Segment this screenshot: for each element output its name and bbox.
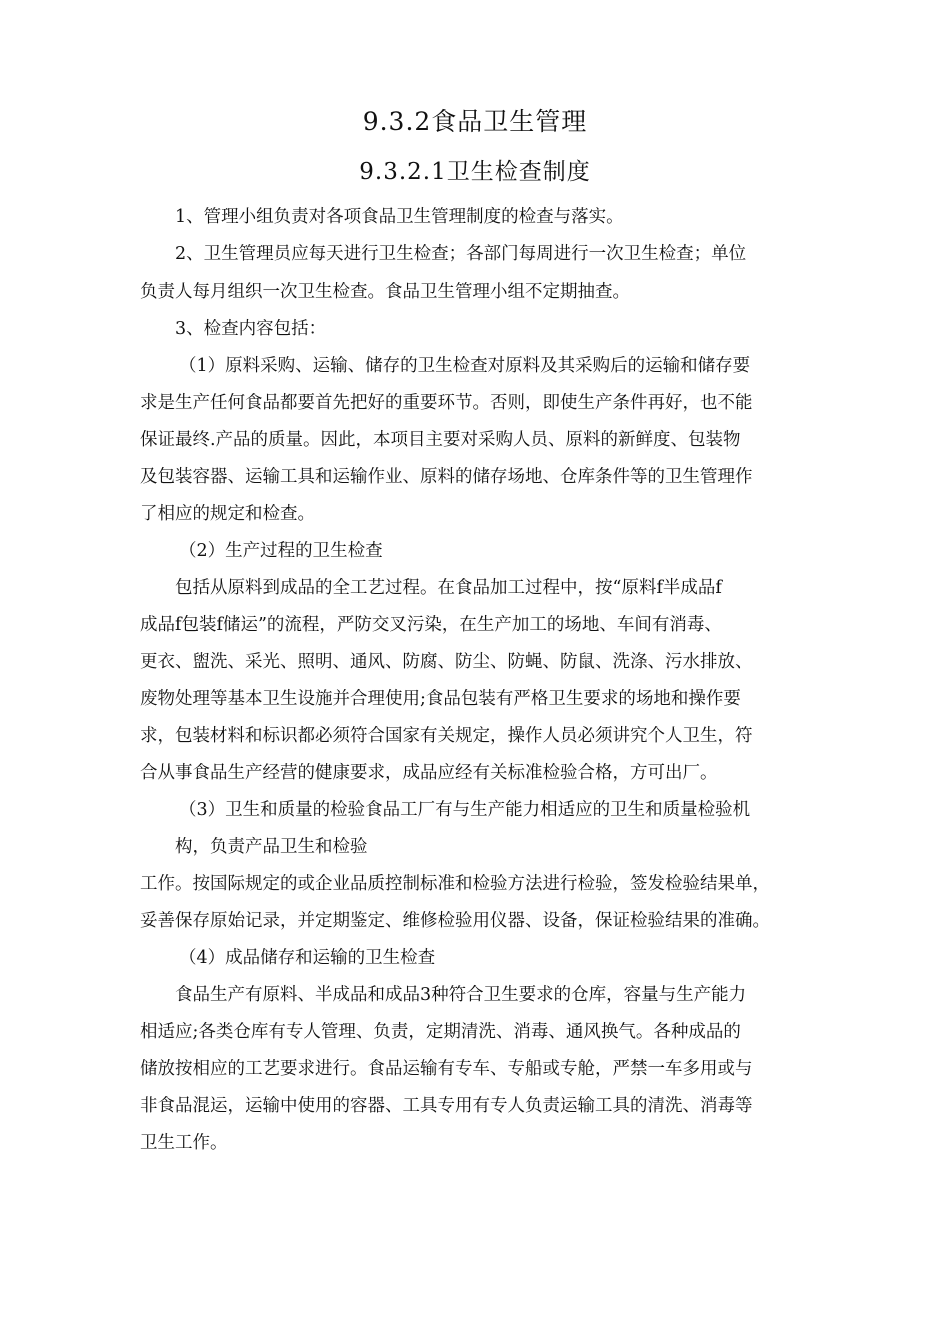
paragraph-line: 3、检查内容包括： — [175, 319, 327, 339]
paragraph-line: （3）卫生和质量的检验食品工厂有与生产能力相适应的卫生和质量检验机 — [179, 800, 751, 820]
paragraph-line: 保证最终.产品的质量。因此，本项目主要对采购人员、原料的新鲜度、包装物 — [140, 430, 741, 450]
section-title: 9.3.2食品卫生管理 — [362, 107, 588, 136]
paragraph-line: （1）原料采购、运输、储存的卫生检查对原料及其采购后的运输和储存要 — [179, 356, 751, 376]
paragraph-line: 非食品混运，运输中使用的容器、工具专用有专人负责运输工具的清洗、消毒等 — [140, 1096, 753, 1116]
paragraph-line: 食品生产有原料、半成品和成品3种符合卫生要求的仓库，容量与生产能力 — [175, 985, 747, 1005]
paragraph-line: 负责人每月组织一次卫生检查。食品卫生管理小组不定期抽查。 — [140, 282, 630, 302]
paragraph-line: 求，包装材料和标识都必须符合国家有关规定，操作人员必须讲究个人卫生，符 — [140, 726, 753, 746]
paragraph-line: 储放按相应的工艺要求进行。食品运输有专车、专船或专舱，严禁一车多用或与 — [140, 1059, 753, 1079]
paragraph-line: 2、卫生管理员应每天进行卫生检查；各部门每周进行一次卫生检查；单位 — [175, 244, 747, 264]
paragraph-line: 了相应的规定和检查。 — [140, 504, 315, 524]
paragraph-line: （4）成品储存和运输的卫生检查 — [179, 948, 436, 968]
subsection-title: 9.3.2.1卫生检查制度 — [359, 159, 591, 185]
paragraph-line: 构，负责产品卫生和检验 — [175, 837, 368, 857]
paragraph-line: 卫生工作。 — [140, 1133, 228, 1153]
paragraph-line: 工作。按国际规定的或企业品质控制标准和检验方法进行检验，签发检验结果单， — [140, 874, 770, 894]
paragraph-line: 更衣、盥洗、采光、照明、通风、防腐、防尘、防蝇、防鼠、洗涤、污水排放、 — [140, 652, 753, 672]
paragraph-line: 相适应;各类仓库有专人管理、负责，定期清洗、消毒、通风换气。各种成品的 — [140, 1022, 741, 1042]
paragraph-line: 求是生产任何食品都要首先把好的重要环节。否则，即使生产条件再好，也不能 — [140, 393, 753, 413]
paragraph-line: 废物处理等基本卫生设施并合理使用;食品包装有严格卫生要求的场地和操作要 — [140, 689, 741, 709]
paragraph-line: 成品f包装f储运”的流程，严防交叉污染，在生产加工的场地、车间有消毒、 — [140, 615, 722, 635]
paragraph-line: 1、管理小组负责对各项食品卫生管理制度的检查与落实。 — [175, 207, 624, 227]
paragraph-line: 妥善保存原始记录，并定期鉴定、维修检验用仪器、设备，保证检验结果的准确。 — [140, 911, 770, 931]
paragraph-line: （2）生产过程的卫生检查 — [179, 541, 383, 561]
paragraph-line: 包括从原料到成品的全工艺过程。在食品加工过程中，按“原料f半成品f — [175, 578, 722, 598]
paragraph-line: 及包装容器、运输工具和运输作业、原料的储存场地、仓库条件等的卫生管理作 — [140, 467, 753, 487]
paragraph-line: 合从事食品生产经营的健康要求，成品应经有关标准检验合格，方可出厂。 — [140, 763, 718, 783]
